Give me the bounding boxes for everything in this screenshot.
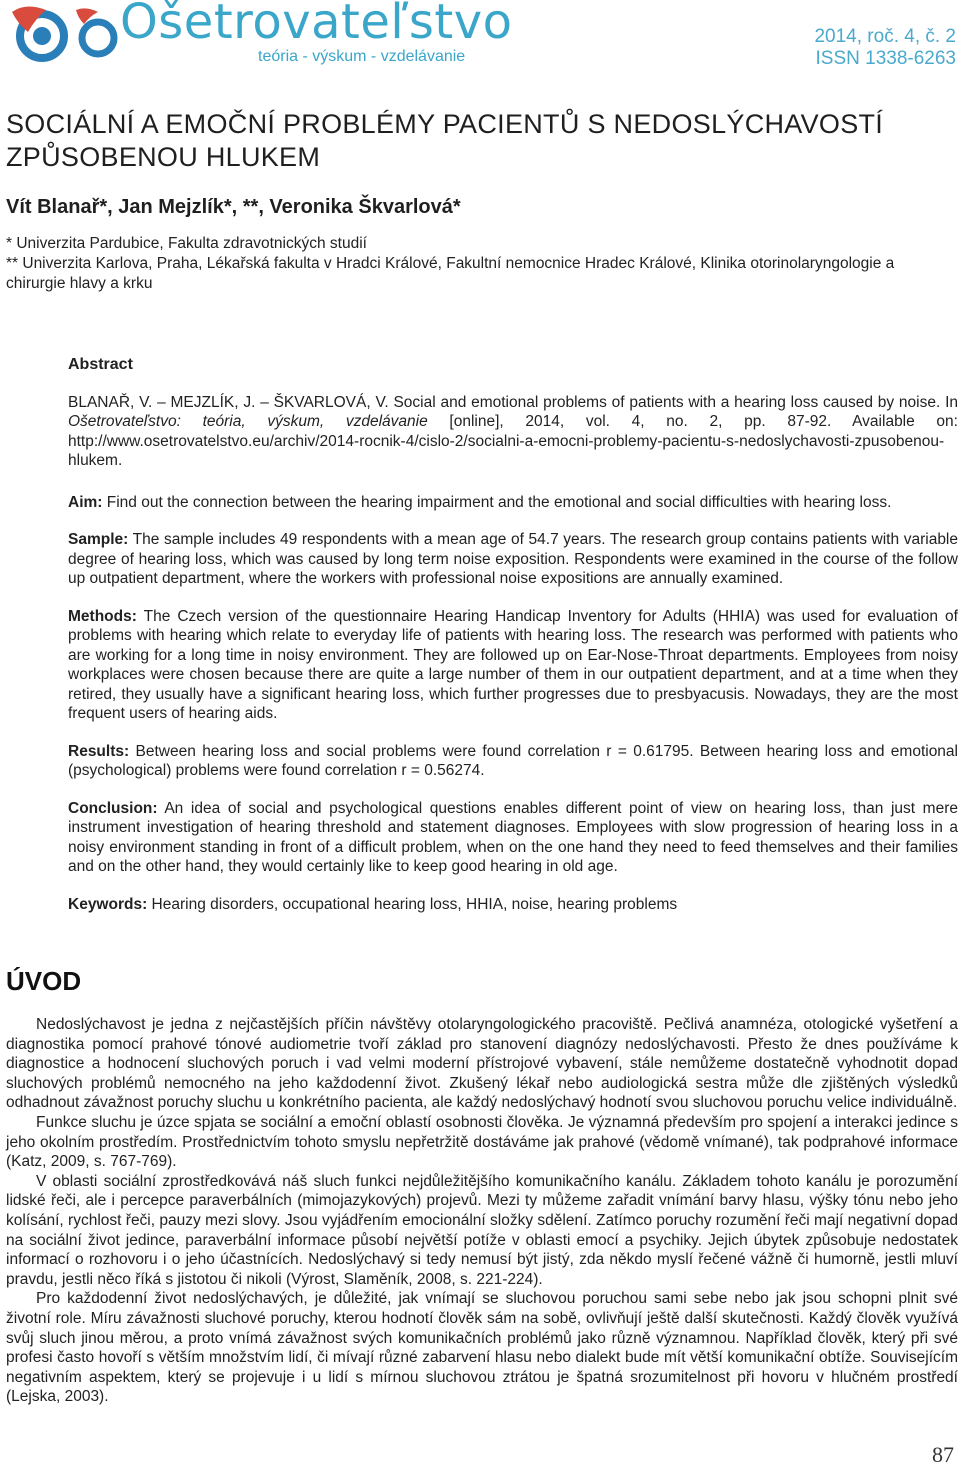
citation-journal: Ošetrovateľstvo: teória, výskum, vzdelávanie (68, 413, 428, 430)
citation-authors: BLANAŘ, V. – MEJZLÍK, J. – ŠKVARLOVÁ, V. (68, 393, 394, 411)
methods-label: Methods: (68, 607, 137, 625)
keywords-label: Keywords: (68, 895, 148, 913)
page-number: 87 (932, 1442, 954, 1467)
aim-text: Find out the connection between the hearing impairment and the emotional and social difficulties with hearing loss. (102, 493, 892, 511)
sample-text: The sample includes 49 respondents with a mean age of 54.7 years. The research group contains patients with variable degree of hearing loss, which was caused by long term noise exposition. Respondents were examined in the course of the follow up outpatient department, where the workers with professional noise expositions are annually examined. (68, 531, 958, 587)
results-label: Results: (68, 742, 130, 760)
citation (68, 393, 958, 471)
aim-label: Aim: (68, 493, 103, 511)
conclusion-text: An idea of social and psychological questions enables different point of view on hearing loss, than just mere instrument investigation of hearing threshold and statement diagnoses. Employees with slow progression of hearing loss in a noisy environment standing in front of a difficult problem, when on the one hand they need to feed themselves and their families and on the other hand, they would certainly like to keep good hearing in old age. (68, 799, 958, 875)
issn: ISSN 1338-6263 (815, 48, 956, 69)
issue-volume: 2014, roč. 4, č. 2 (814, 26, 956, 47)
sample-label: Sample: (68, 531, 129, 548)
affiliations (6, 234, 956, 294)
intro-paragraph-4: Pro každodenní život nedoslýchavých, je důležité, jak vnímají se sluchovou poruchou sami sebe nebo jak jsou schopni plnit své životní role. Míru závažnosti sluchové poruchy, kterou hodnotí člověk sám na sobě, ovlivňují ještě další skutečnosti. Každý člověk využívá svůj sluch jinou měrou, a proto vnímá závažnost svých komunikačních problémů jako různě významnou. Například člověk, který při své profesi často hovoří s větším množstvím lidí, či mívají různé zabarvení hlasu nebo dialekt bude mít větší komunikační obtíže. Souvisejícím negativním aspektem, který se projevuje i u lidí s mírnou sluchovou ztrátou je špatná srozumitelnost při hovoru v hlučném prostředí (Lejska, 2003). (6, 1290, 958, 1406)
citation-details: [online], 2014, vol. 4, no. 2, pp. 87-92. Available on: http://www.osetrovatelstvo.eu/archiv/2014-rocnik-4/cislo-2/socialni-a-emocni-problemy-pacientu-s-nedoslychavosti-zpusobenou-hlukem. (68, 413, 958, 469)
abstract-conclusion (68, 799, 958, 877)
affiliation-2: ** Univerzita Karlova, Praha, Lékařská fakulta v Hradci Králové, Fakultní nemocnice Hradec Králové, Klinika otorinolaryngologie a chirurgie hlavy a krku (6, 255, 895, 292)
methods-text: The Czech version of the questionnaire Hearing Handicap Inventory for Adults (HHIA) was used for evaluation of problems with hearing which relate to everyday life of patients with hearing loss. The research was performed with patients who are working for a long time in noisy environment. They are followed up on Ear-Nose-Throat departments. Employees from noisy workplaces were chosen because there are quite a large number of them in our outpatient department, and at a time when they retired, they usually have a significant hearing loss, which further progresses due to presbyacusis. Nowadays, they are the most frequent users of hearing aids. (68, 607, 958, 722)
abstract-section (68, 355, 958, 932)
abstract-keywords (68, 895, 958, 915)
article-title: SOCIÁLNÍ A EMOČNÍ PROBLÉMY PACIENTŮ S NEDOSLÝCHAVOSTÍ ZPŮSOBENOU HLUKEM (6, 109, 884, 172)
affiliation-1: * Univerzita Pardubice, Fakulta zdravotnických studií (6, 235, 367, 252)
keywords-text: Hearing disorders, occupational hearing loss, HHIA, noise, hearing problems (147, 895, 678, 913)
abstract-methods (68, 607, 958, 724)
journal-title: Ošetrovateľstvo (120, 0, 513, 50)
intro-heading: ÚVOD (6, 966, 82, 996)
conclusion-label: Conclusion: (68, 799, 158, 817)
journal-header (0, 0, 960, 80)
intro-paragraph-1: Nedoslýchavost je jedna z nejčastějších příčin návštěvy otolaryngologického pracoviště. Pečlivá anamnéza, otologické vyšetření a diagnostika pomocí prahové tónové audiometrie tvoří základ pro stanovení diagnózy nedoslýchavosti. Přesto že dnes používáme k diagnostice a hodnocení sluchových poruch i vad velmi moderní přístrojové vybavení, stále nemůžeme dostatečně vyhodnotit dopad sluchových problémů nemocného na jeho každodenní život. Zkušený lékař nebo audiologická sestra může dle zjištěných výsledků odhadnout závažnost poruchy sluchu u konkrétního pacienta, ale každý nedoslýchavý hodnotí svou sluchovou poruchu velice individuálně. (6, 1016, 958, 1112)
article-authors: Vít Blanař*, Jan Mejzlík*, **, Veronika Škvarlová* (6, 196, 461, 218)
intro-paragraph-2: Funkce sluchu je úzce spjata se sociální a emoční oblastí osobnosti člověka. Je významná především pro spojení a interakci jedince s jeho okolním prostředím. Prostřednictvím tohoto smyslu nepřetržitě dostáváme jak prahové (vědomě vnímané), tak podprahové informace (Katz, 2009, s. 767-769). (6, 1113, 958, 1171)
abstract-aim (68, 493, 958, 513)
abstract-heading: Abstract (68, 356, 133, 373)
citation-title: Social and emotional problems of patients with a hearing loss caused by noise. In (393, 393, 958, 411)
intro-paragraph-3: V oblasti sociální zprostředkovává náš sluch funkci nejdůležitějšího komunikačního kanálu. Základem tohoto kanálu je porozumění lidské řeči, ale i percepce paraverbálních (mimojazykových) projevů. Mezi ty můžeme zařadit vnímání barvy hlasu, výšky tónu nebo jeho kolísání, rychlost řeči, pauzy mezi slovy. Jsou vyjádřením emocionální složky sdělení. Zatímco poruchy rozumění řeči mají negativní dopad na sociální život jedince, paraverbální informace působí největší potíže v oblasti emocí a psychiky. Jejich úbytek způsobuje nedostatek informací o rozhovoru i o jeho účastnících. Nedoslýchavý si tedy nemusí být jistý, zda někdo myslí řečené vážně či humorně, jestli mluví pravdu, jestli něco říká s jistotou či nikoli (Výrost, Slaměník, 2008, s. 221-224). (6, 1172, 958, 1288)
abstract-results (68, 742, 958, 781)
issue-info (814, 26, 956, 70)
abstract-sample (68, 530, 958, 589)
journal-logo-icon (6, 2, 118, 62)
journal-tagline: teória - výskum - vzdelávanie (258, 48, 466, 65)
intro-body (6, 1015, 958, 1407)
results-text: Between hearing loss and social problems were found correlation r = 0.61795. Between hearing loss and emotional (psychological) problems were found correlation r = 0.56274. (68, 742, 958, 779)
